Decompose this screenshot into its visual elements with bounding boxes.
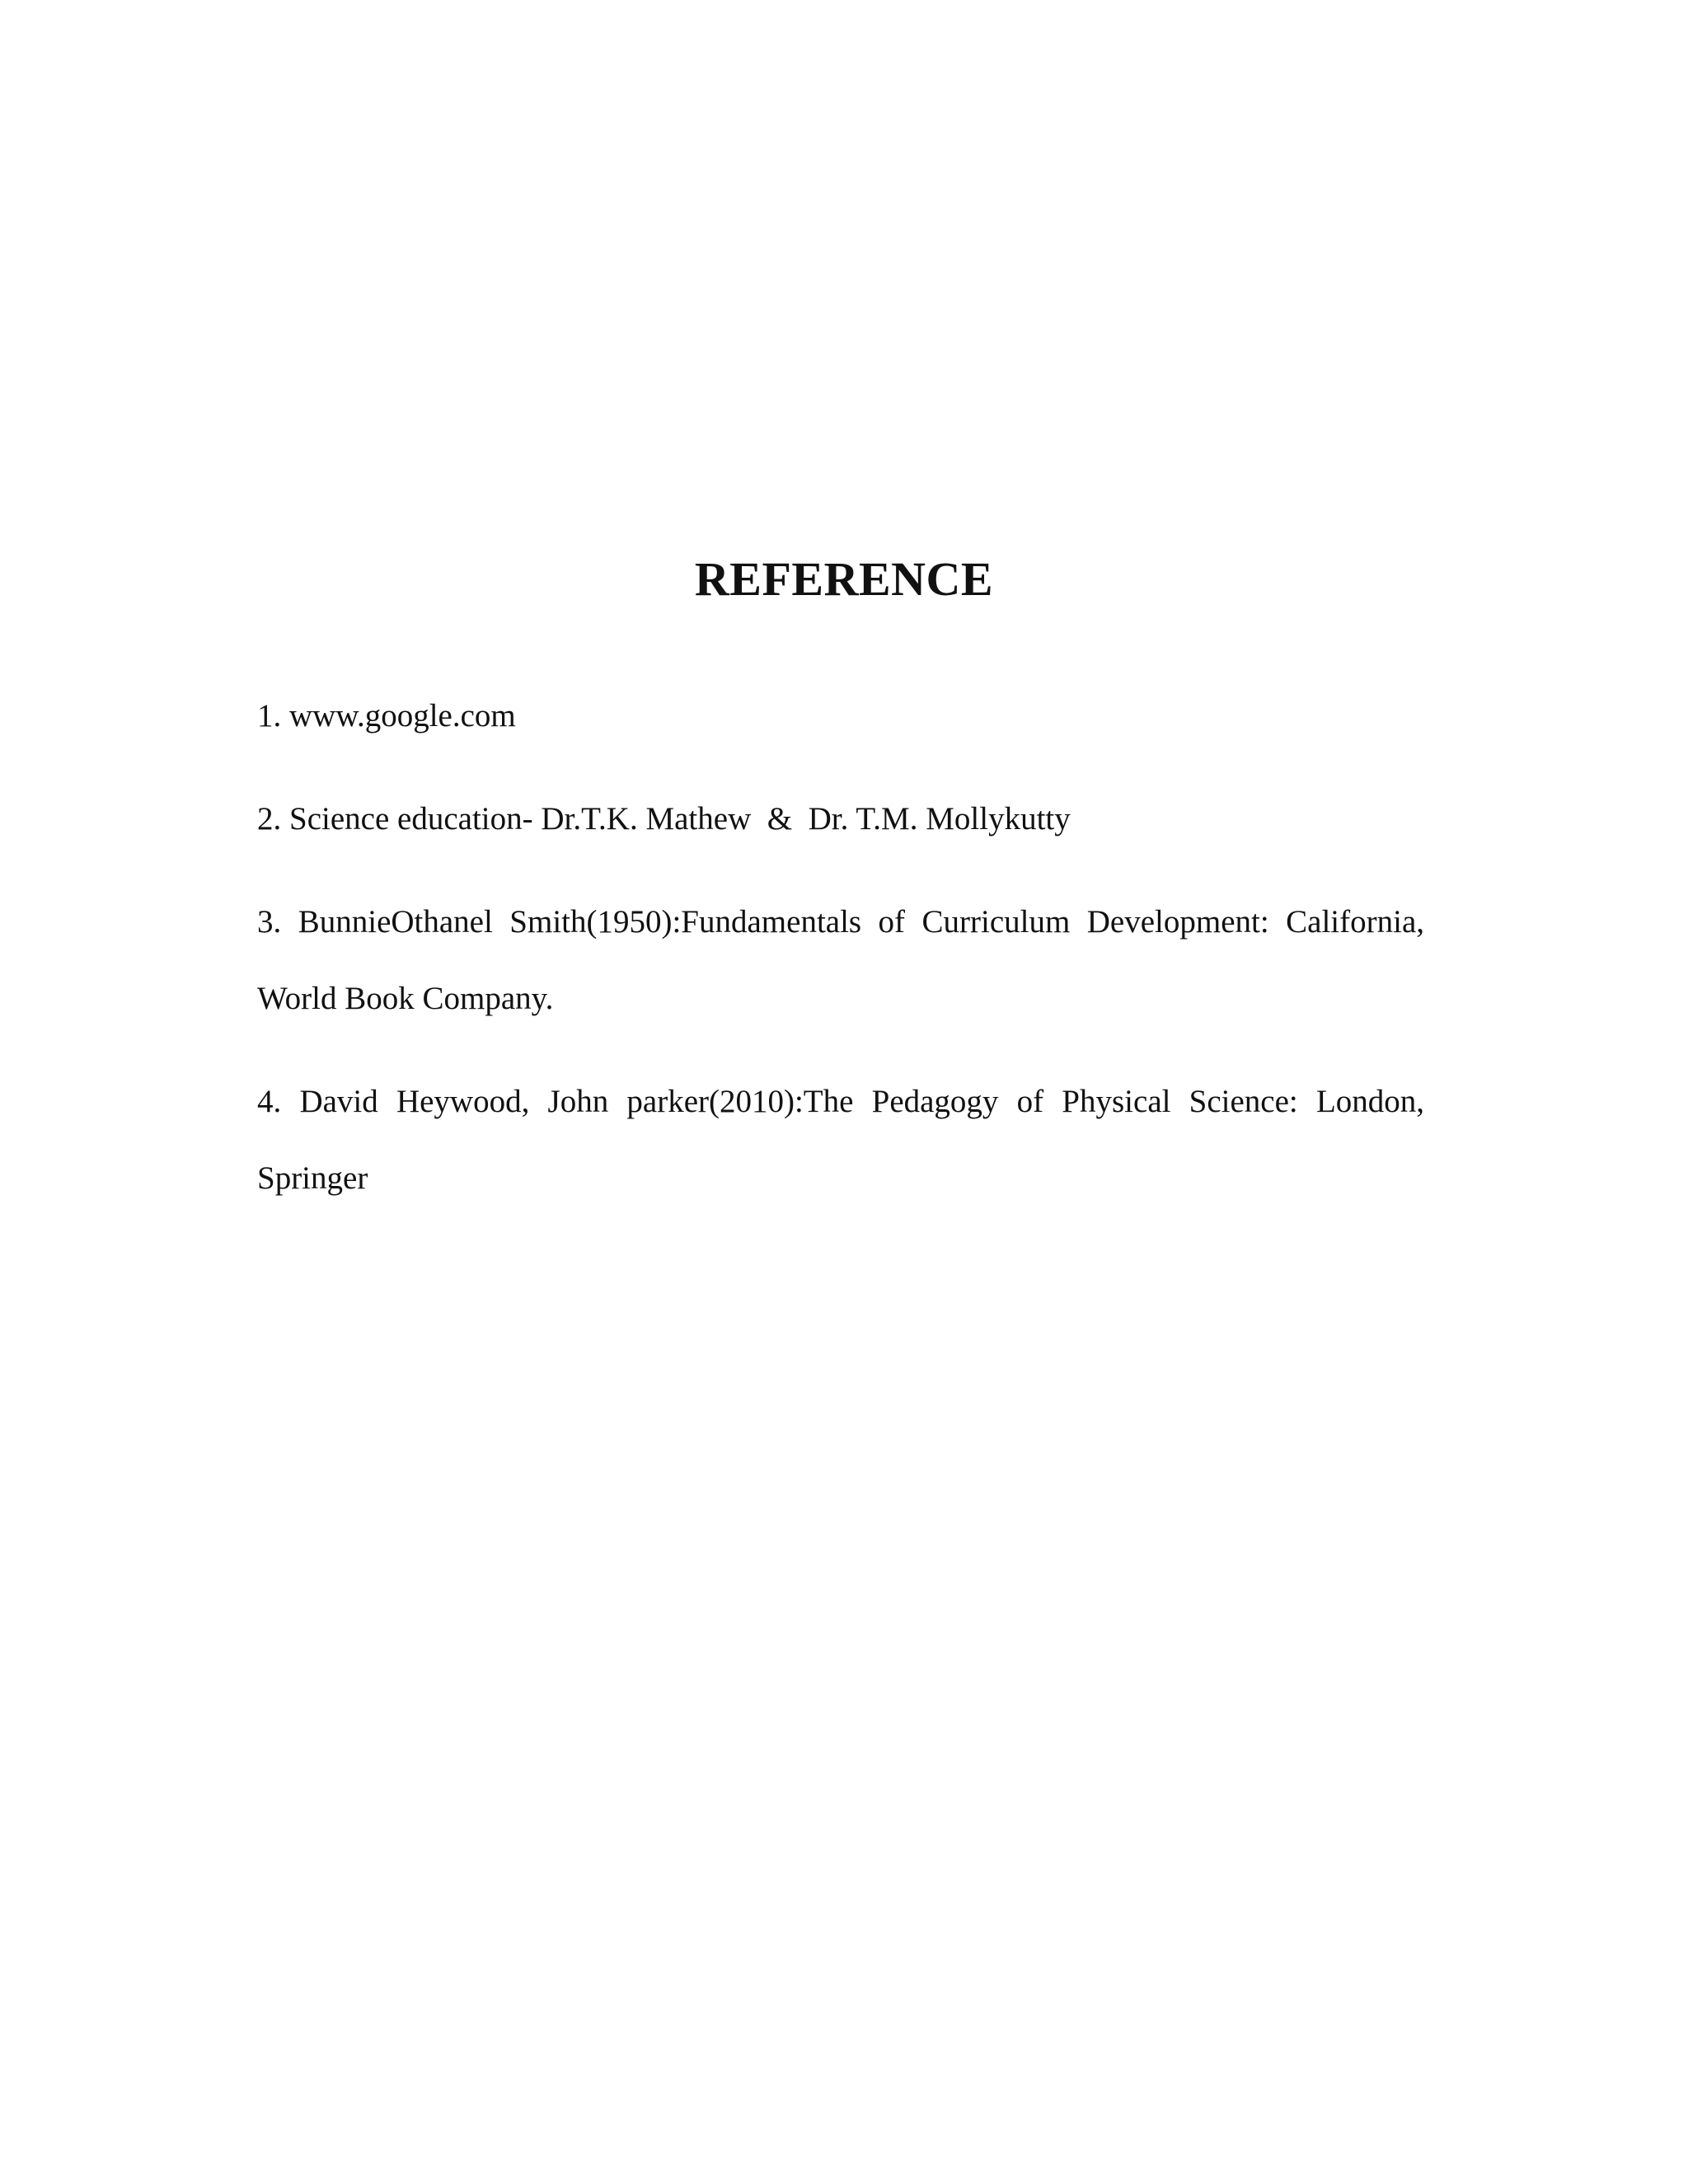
page-title: REFERENCE bbox=[694, 552, 994, 606]
reference-text: Science education- Dr.T.K. Mathew & Dr. T.M. Mollykutty bbox=[289, 801, 1071, 837]
reference-item bbox=[257, 1063, 1424, 1216]
reference-text: www.google.com bbox=[289, 698, 516, 733]
reference-number: 2. bbox=[257, 801, 282, 837]
reference-number: 4. bbox=[257, 1084, 282, 1119]
reference-number: 1. bbox=[257, 698, 282, 733]
reference-text: David Heywood, John parker(2010):The Pedagogy of Physical Science: London, Springer bbox=[257, 1084, 1425, 1196]
reference-item bbox=[257, 780, 1424, 857]
reference-item bbox=[257, 677, 1424, 754]
reference-text: BunnieOthanel Smith(1950):Fundamentals of Curriculum Development: California, World Book Company. bbox=[257, 904, 1425, 1016]
reference-number: 3. bbox=[257, 904, 282, 940]
reference-list bbox=[257, 677, 1424, 1243]
reference-item bbox=[257, 883, 1424, 1037]
